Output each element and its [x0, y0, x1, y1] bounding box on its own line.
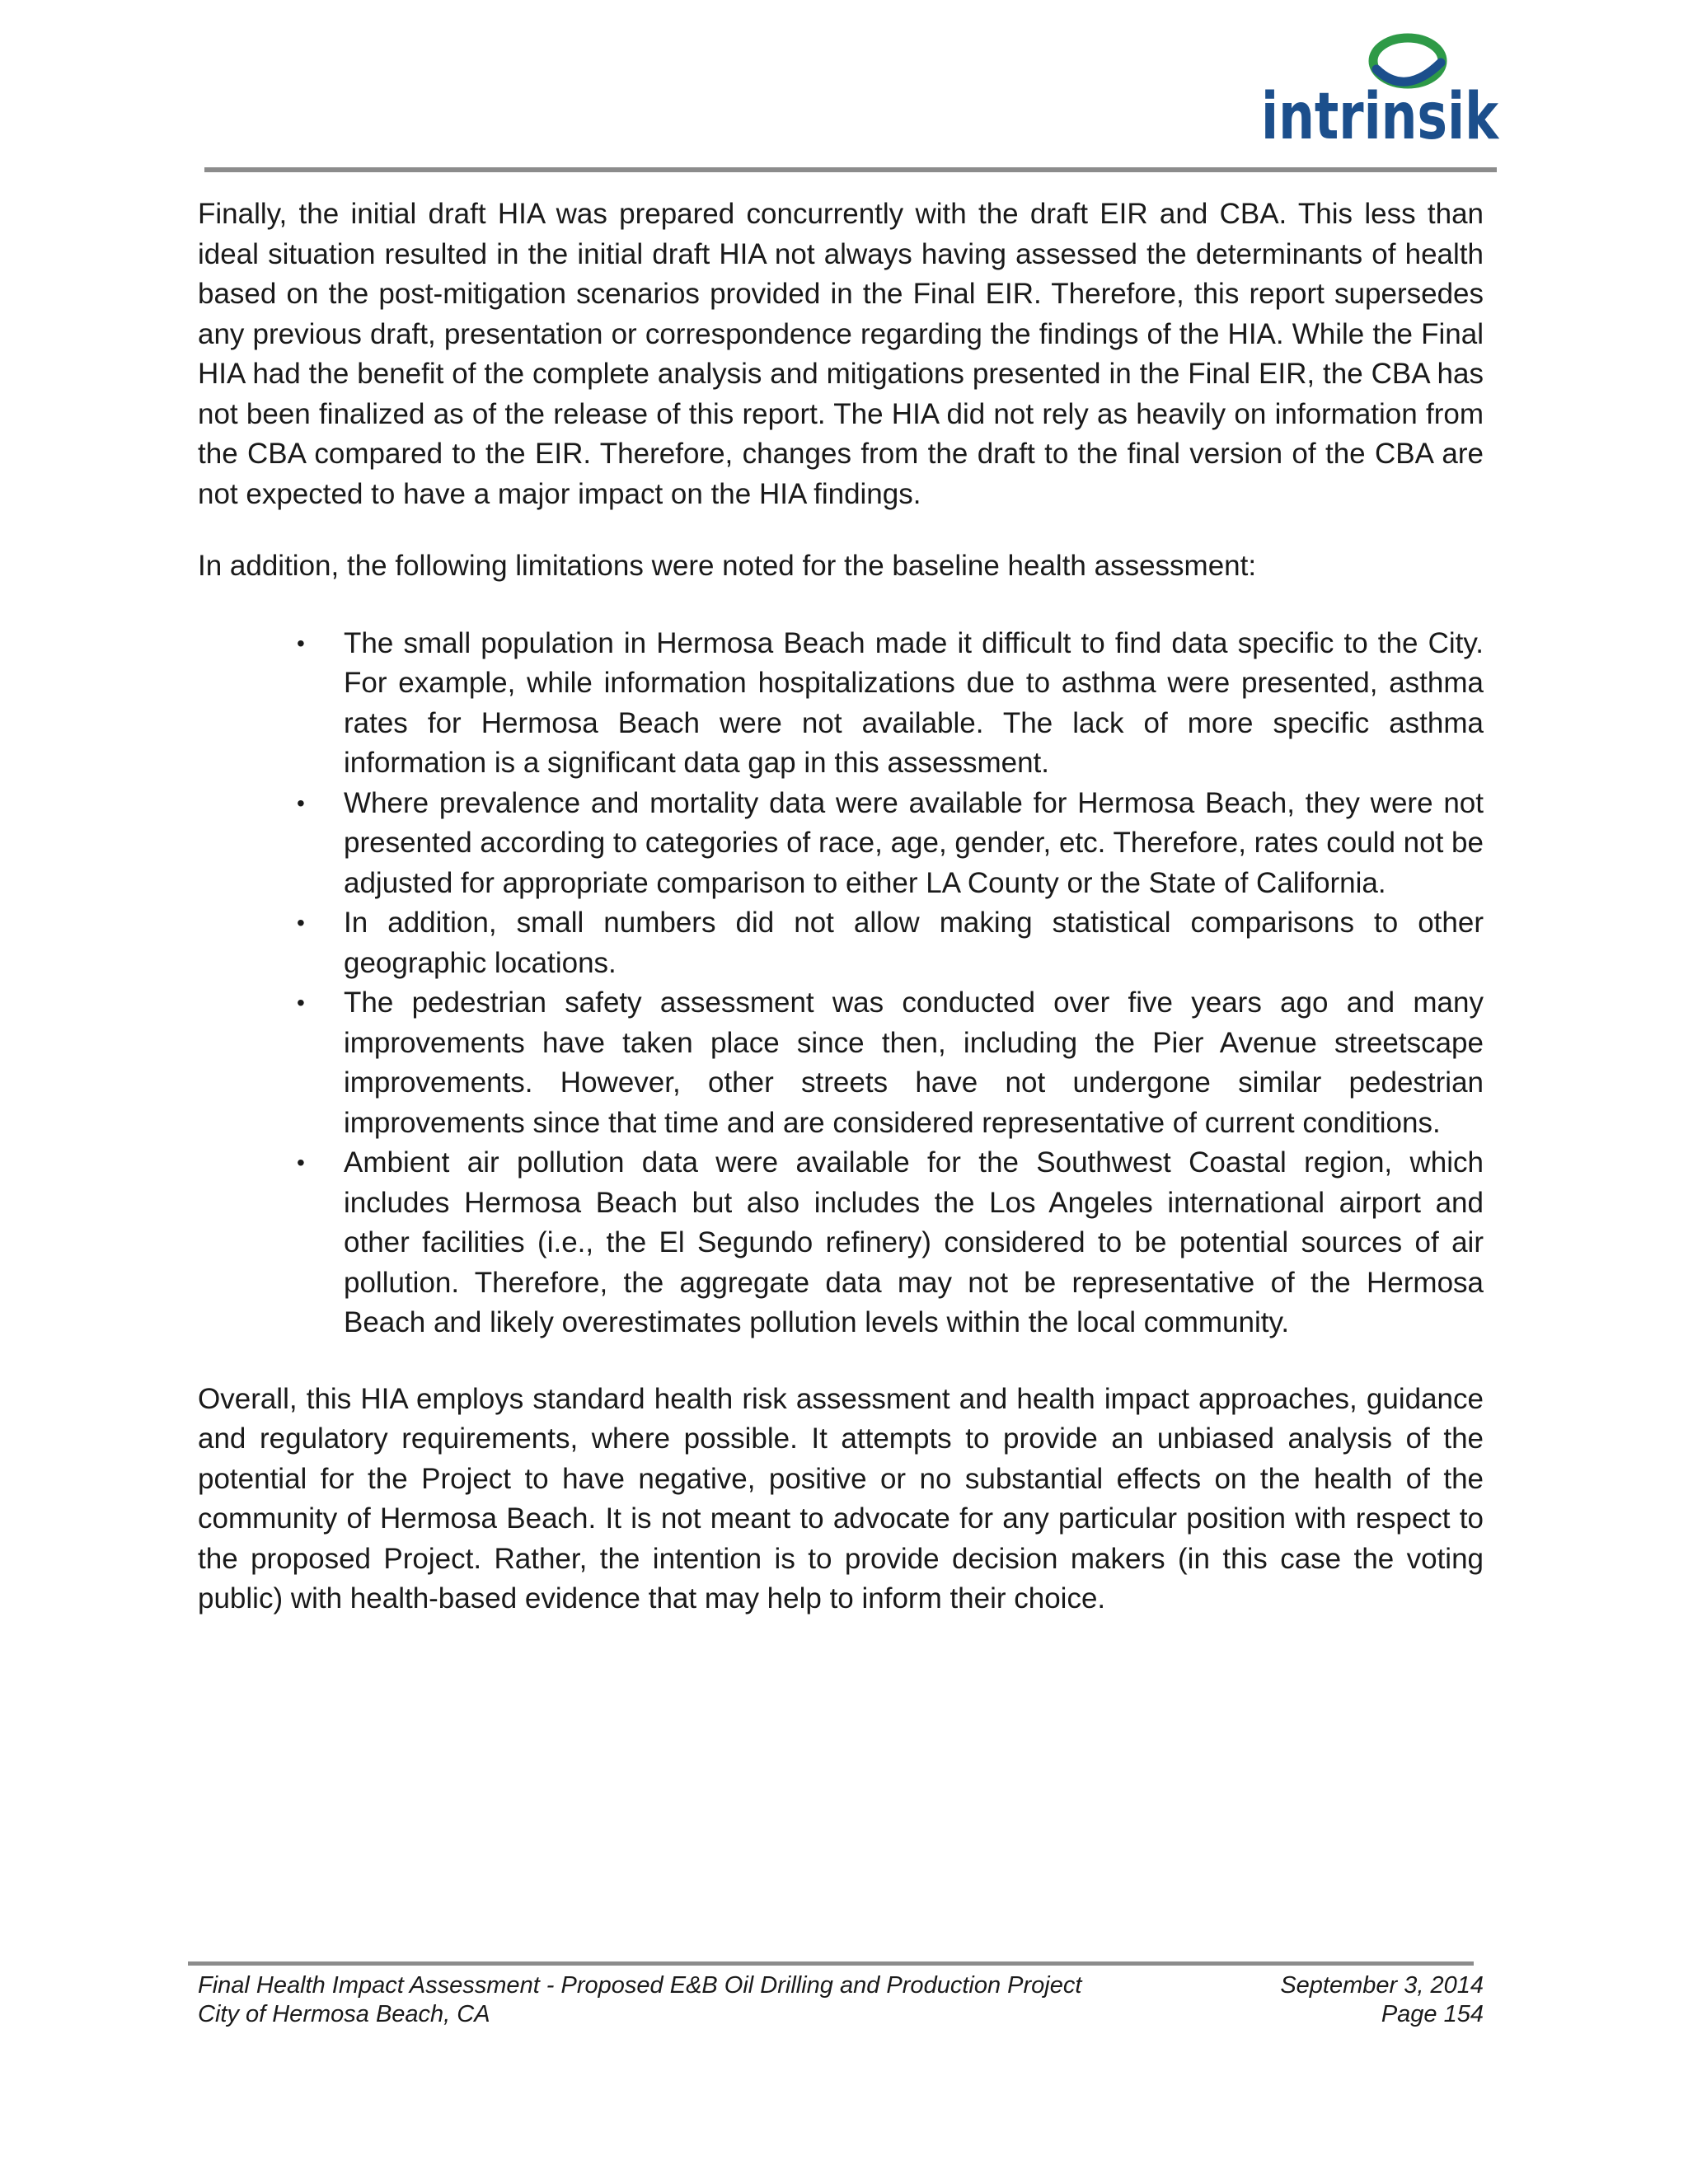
list-item — [297, 624, 1484, 784]
bullet-icon: • — [297, 990, 305, 1015]
paragraph-limitations-intro: Finally, the initial draft HIA was prepared concurrently with the draft EIR and CBA. This less than ideal situation resulted in the initial draft HIA not always having assessed the determinants of health based on the post-mitigation scenarios provided in the Final EIR. Therefore, this report supersedes any previous draft, presentation or correspondence regarding the findings of the HIA. While the Final HIA had the benefit of the complete analysis and mitigations presented in the Final EIR, the CBA has not been finalized as of the release of this report. The HIA did not rely as heavily on information from the CBA compared to the EIR. Therefore, changes from the draft to the final version of the CBA are not expected to have a major impact on the HIA findings. — [198, 198, 1484, 510]
bullet-icon: • — [297, 1150, 305, 1175]
list-item-text: The pedestrian safety assessment was conducted over five years ago and many improvements have taken place since then, including the Pier Avenue streetscape improvements. However, other streets have not undergone similar pedestrian improvements since that time and are considered representative of current conditions. — [344, 987, 1484, 1139]
paragraph-baseline-limitations: In addition, the following limitations were noted for the baseline health assessment: — [198, 550, 1257, 582]
list-item — [297, 903, 1484, 983]
footer-document-title: Final Health Impact Assessment - Proposed E&B Oil Drilling and Production Project — [198, 1972, 1082, 1999]
limitations-list — [198, 624, 1484, 1343]
page-body — [198, 194, 1484, 1619]
footer-page-number: Page 154 — [1381, 2001, 1484, 2027]
footer-date: September 3, 2014 — [1280, 1972, 1484, 1999]
footer-location: City of Hermosa Beach, CA — [198, 2001, 490, 2027]
page-footer — [198, 1971, 1484, 2029]
bullet-icon: • — [297, 630, 305, 656]
footer-rule — [188, 1961, 1474, 1966]
list-item — [297, 784, 1484, 904]
header-rule — [204, 167, 1497, 172]
logo-wordmark: intrinsik — [1261, 80, 1500, 154]
footer-row-bottom — [198, 2000, 1484, 2029]
paragraph-overall: Overall, this HIA employs standard health risk assessment and health impact approaches, guidance and regulatory requirements, where possible. It attempts to provide an unbiased analysis of the potential for the Project to have negative, positive or no substantial effects on the health of the community of Hermosa Beach. It is not meant to advocate for any particular position with respect to the proposed Project. Rather, the intention is to provide decision makers (in this case the voting public) with health-based evidence that may help to inform their choice. — [198, 1382, 1484, 1615]
intrinsik-logo-graphic — [1261, 30, 1508, 153]
list-item-text: The small population in Hermosa Beach made it difficult to find data specific to the City. For example, while information hospitalizations due to asthma were presented, asthma rates for Hermosa Beach were not available. The lack of more specific asthma information is a significant data gap in this assessment. — [344, 626, 1484, 779]
list-item — [297, 1143, 1484, 1343]
list-item — [297, 983, 1484, 1143]
bullet-icon: • — [297, 910, 305, 935]
bullet-icon: • — [297, 790, 305, 816]
list-item-text: In addition, small numbers did not allow making statistical comparisons to other geographic locations. — [344, 907, 1484, 979]
list-item-text: Where prevalence and mortality data were available for Hermosa Beach, they were not presented according to categories of race, age, gender, etc. Therefore, rates could not be adjusted for appropriate comparison to either LA County or the State of California. — [344, 786, 1484, 899]
intrinsik-logo — [1261, 30, 1508, 153]
list-item-text: Ambient air pollution data were available for the Southwest Coastal region, which includes Hermosa Beach but also includes the Los Angeles international airport and other facilities (i.e., the El Segundo refinery) considered to be potential sources of air pollution. Therefore, the aggregate data may not be representative of the Hermosa Beach and likely overestimates pollution levels within the local community. — [344, 1146, 1484, 1338]
footer-row-top — [198, 1971, 1484, 2000]
